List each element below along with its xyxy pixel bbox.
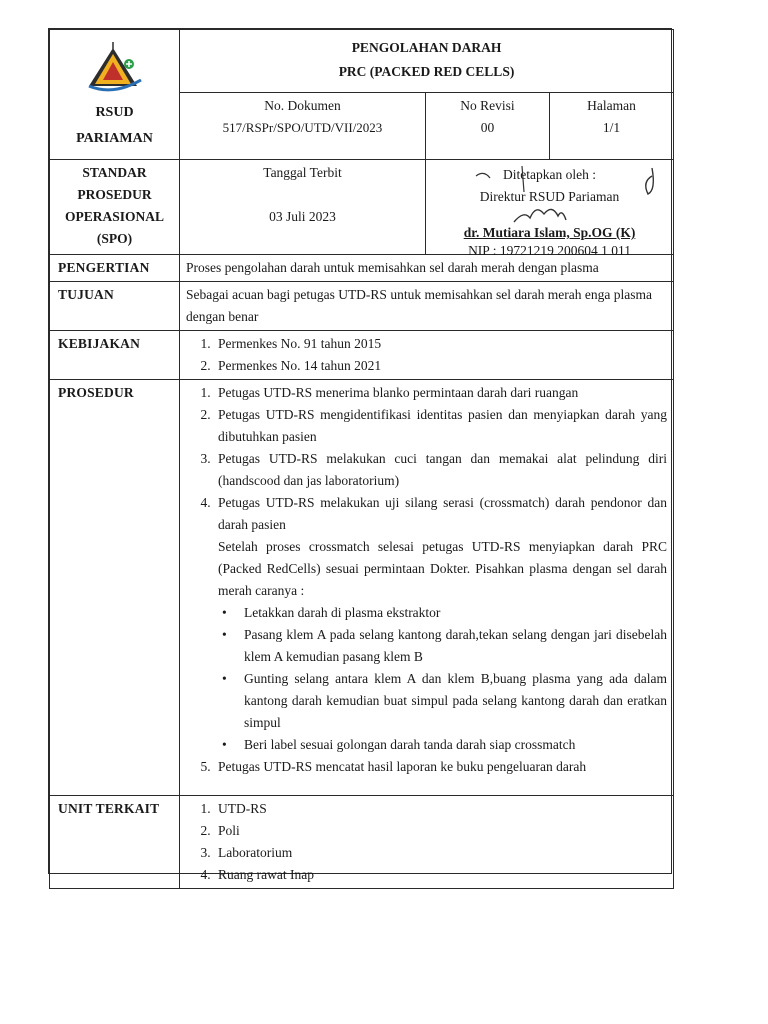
prosedur-item: 1. Petugas UTD-RS menerima blanko permintaan darah dari ruangan — [214, 382, 667, 404]
unit-terkait-item: 3. Laboratorium — [214, 842, 667, 864]
unit-terkait-item: 1. UTD-RS — [214, 798, 667, 820]
prosedur-bullet: • Beri label sesuai golongan darah tanda darah siap crossmatch — [244, 734, 667, 756]
ditetapkan-line1: Ditetapkan oleh : — [503, 167, 596, 182]
tujuan-label: TUJUAN — [50, 282, 180, 331]
ditetapkan-cell — [426, 160, 674, 258]
no-revisi-label: No Revisi — [460, 98, 515, 113]
prosedur-content — [180, 380, 674, 796]
halaman-cell — [550, 93, 674, 160]
signature-scribble-icon — [466, 162, 666, 242]
unit-terkait-content — [180, 796, 674, 889]
spo-label-line1: STANDAR — [82, 165, 147, 180]
hospital-name-line2: PARIAMAN — [76, 131, 153, 146]
tujuan-text: Sebagai acuan bagi petugas UTD-RS untuk memisahkan sel darah merah enga plasma dengan benar — [180, 282, 674, 331]
kebijakan-item: 2. Permenkes No. 14 tahun 2021 — [214, 355, 667, 377]
unit-terkait-list — [186, 798, 667, 886]
hospital-logo-cell — [50, 30, 180, 160]
spo-document — [48, 28, 672, 882]
director-name: dr. Mutiara Islam, Sp.OG (K) — [463, 225, 636, 240]
no-dokumen-label: No. Dokumen — [264, 98, 341, 113]
no-dokumen-cell — [180, 93, 426, 160]
document-title-line1: PENGOLAHAN DARAH — [351, 40, 502, 55]
unit-terkait-item: 2. Poli — [214, 820, 667, 842]
ditetapkan-line2: Direktur RSUD Pariaman — [479, 189, 620, 204]
spo-table — [49, 29, 674, 889]
hospital-logo-icon — [83, 40, 147, 98]
no-revisi-cell — [426, 93, 550, 160]
spo-label-cell — [50, 160, 180, 255]
prosedur-continuation: Setelah proses crossmatch selesai petugas UTD-RS menyiapkan darah PRC (Packed RedCells) sesuai permintaan Dokter. Pisahkan plasma dengan sel darah merah caranya : — [218, 539, 668, 598]
halaman-value: 1/1 — [602, 120, 621, 135]
document-title-cell — [180, 30, 674, 93]
prosedur-list-continued — [186, 756, 667, 778]
prosedur-item: 5. Petugas UTD-RS mencatat hasil laporan ke buku pengeluaran darah — [214, 756, 667, 778]
document-title-line2: PRC (PACKED RED CELLS) — [338, 64, 515, 79]
prosedur-label: PROSEDUR — [50, 380, 180, 796]
prosedur-bullet: • Gunting selang antara klem A dan klem B,buang plasma yang ada dalam kantong darah kemudian buat simpul pada selang kantong darah dan eratkan simpul — [244, 668, 667, 734]
unit-terkait-item: 4. Ruang rawat Inap — [214, 864, 667, 886]
kebijakan-label: KEBIJAKAN — [50, 331, 180, 380]
director-nip: NIP : 19721219 200604 1 011 — [468, 243, 631, 258]
kebijakan-content — [180, 331, 674, 380]
spo-label-line3: OPERASIONAL — [64, 209, 164, 224]
kebijakan-item: 1. Permenkes No. 91 tahun 2015 — [214, 333, 667, 355]
unit-terkait-label: UNIT TERKAIT — [50, 796, 180, 889]
prosedur-item: 2. Petugas UTD-RS mengidentifikasi identitas pasien dan menyiapkan darah yang dibutuhkan pasien — [214, 404, 667, 448]
prosedur-list — [186, 382, 667, 536]
tanggal-terbit-value: 03 Juli 2023 — [269, 209, 336, 224]
tanggal-terbit-cell — [180, 160, 426, 255]
prosedur-item: 4. Petugas UTD-RS melakukan uji silang serasi (crossmatch) darah pendonor dan darah pasien — [214, 492, 667, 536]
kebijakan-list — [186, 333, 667, 377]
hospital-name-line1: RSUD — [95, 105, 134, 120]
spo-label-line2: PROSEDUR — [77, 187, 152, 202]
spo-label-line4: (SPO) — [96, 231, 133, 246]
tanggal-terbit-label: Tanggal Terbit — [263, 165, 342, 180]
prosedur-item: 3. Petugas UTD-RS melakukan cuci tangan dan memakai alat pelindung diri (handscood dan jas laboratorium) — [214, 448, 667, 492]
prosedur-bullets — [218, 602, 667, 756]
no-dokumen-value: 517/RSPr/SPO/UTD/VII/2023 — [222, 120, 383, 135]
no-revisi-value: 00 — [480, 120, 495, 135]
pengertian-label: PENGERTIAN — [50, 255, 180, 282]
prosedur-bullet: • Letakkan darah di plasma ekstraktor — [244, 602, 667, 624]
halaman-label: Halaman — [587, 98, 636, 113]
pengertian-text: Proses pengolahan darah untuk memisahkan sel darah merah dengan plasma — [180, 255, 674, 282]
prosedur-bullet: • Pasang klem A pada selang kantong darah,tekan selang dengan jari disebelah klem A kemudian pasang klem B — [244, 624, 667, 668]
